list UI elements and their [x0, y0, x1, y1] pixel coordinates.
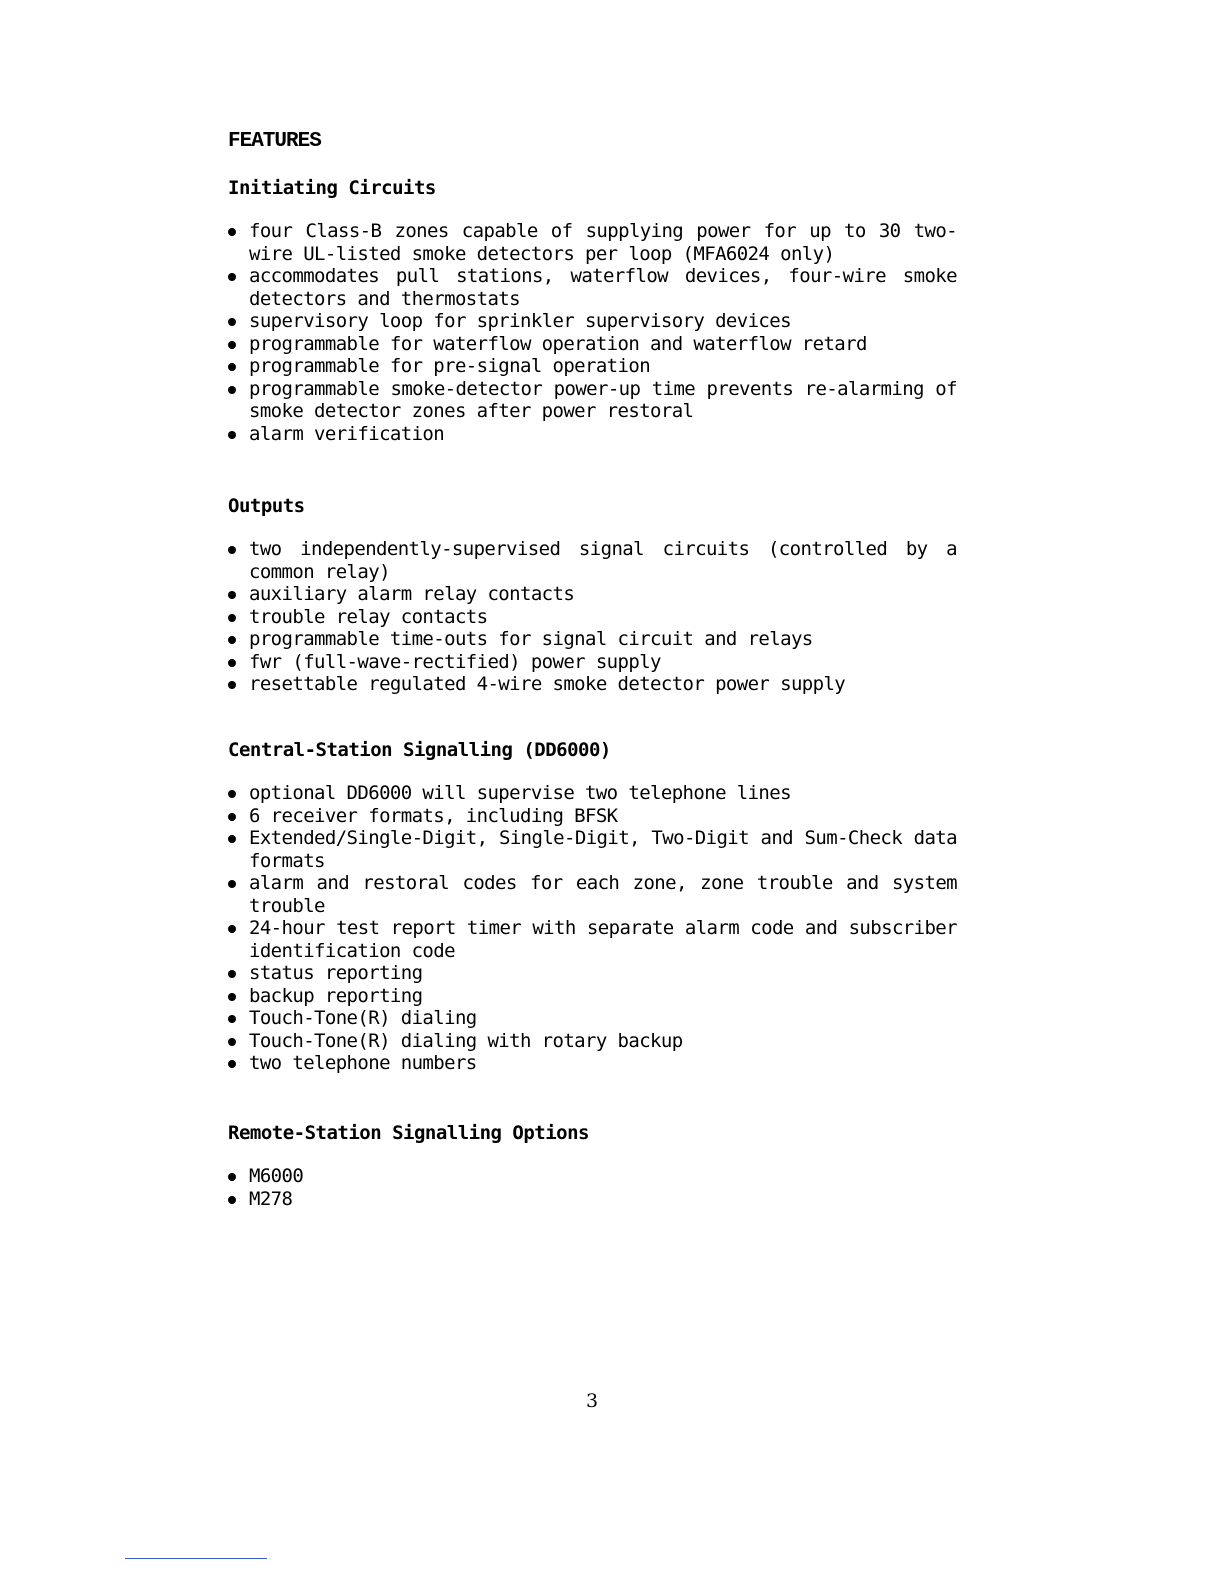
list-item: programmable smoke-detector power-up time prevents re-alarming of smoke detector zones after power restoral [228, 378, 957, 423]
bullet-icon [228, 993, 236, 1001]
list-item: 6 receiver formats, including BFSK [228, 805, 957, 828]
list-item: accommodates pull stations, waterflow devices, four-wire smoke detectors and thermostats [228, 265, 957, 310]
list-item: four Class-B zones capable of supplying power for up to 30 two-wire UL-listed smoke detectors per loop (MFA6024 only) [228, 220, 957, 265]
bullet-icon [228, 813, 236, 821]
bullet-icon [228, 363, 236, 371]
list-item: 24-hour test report timer with separate alarm code and subscriber identification code [228, 917, 957, 962]
list-item: M278 [228, 1188, 957, 1211]
bullet-icon [228, 1173, 236, 1181]
list-item: Extended/Single-Digit, Single-Digit, Two-Digit and Sum-Check data formats [228, 827, 957, 872]
page-number: 3 [586, 1390, 599, 1412]
list-item: Touch-Tone(R) dialing [228, 1007, 957, 1030]
list-item: alarm and restoral codes for each zone, zone trouble and system trouble [228, 872, 957, 917]
section-remote-station-signalling [228, 1121, 988, 1210]
list-item: optional DD6000 will supervise two telephone lines [228, 782, 957, 805]
footer-rule [125, 1558, 267, 1559]
bullet-icon [228, 636, 236, 644]
bullet-icon [228, 386, 236, 394]
bullet-icon [228, 659, 236, 667]
bullet-icon [228, 1196, 236, 1204]
bullet-icon [228, 614, 236, 622]
list-item: trouble relay contacts [228, 606, 957, 629]
section-heading: Initiating Circuits [228, 177, 436, 199]
bullet-icon [228, 790, 236, 798]
bullet-icon [228, 1060, 236, 1068]
list-item: programmable for pre-signal operation [228, 355, 957, 378]
list-item: Touch-Tone(R) dialing with rotary backup [228, 1030, 957, 1053]
bullet-icon [228, 1038, 236, 1046]
bullet-icon [228, 318, 236, 326]
bullet-icon [228, 681, 236, 689]
bullet-list [228, 220, 988, 445]
section-heading: Outputs [228, 495, 305, 517]
list-item: fwr (full-wave-rectified) power supply [228, 651, 957, 674]
list-item: alarm verification [228, 423, 957, 446]
list-item: backup reporting [228, 985, 957, 1008]
section-initiating-circuits [228, 176, 988, 445]
list-item: two independently-supervised signal circuits (controlled by a common relay) [228, 538, 957, 583]
list-item: status reporting [228, 962, 957, 985]
page-title: FEATURES [228, 130, 321, 153]
list-item: programmable time-outs for signal circuit and relays [228, 628, 957, 651]
bullet-icon [228, 880, 236, 888]
bullet-icon [228, 431, 236, 439]
list-item: programmable for waterflow operation and waterflow retard [228, 333, 957, 356]
list-item: auxiliary alarm relay contacts [228, 583, 957, 606]
bullet-icon [228, 1015, 236, 1023]
section-heading: Central-Station Signalling (DD6000) [228, 739, 611, 761]
bullet-icon [228, 273, 236, 281]
section-heading: Remote-Station Signalling Options [228, 1122, 589, 1144]
list-item: supervisory loop for sprinkler supervisory devices [228, 310, 957, 333]
section-outputs [228, 494, 988, 696]
bullet-icon [228, 228, 236, 236]
bullet-icon [228, 835, 236, 843]
bullet-icon [228, 591, 236, 599]
list-item: two telephone numbers [228, 1052, 957, 1075]
bullet-list [228, 538, 988, 696]
bullet-list [228, 782, 988, 1075]
section-central-station-signalling [228, 738, 988, 1075]
bullet-icon [228, 546, 236, 554]
bullet-list [228, 1165, 988, 1210]
bullet-icon [228, 925, 236, 933]
list-item: M6000 [228, 1165, 957, 1188]
list-item: resettable regulated 4-wire smoke detector power supply [228, 673, 957, 696]
bullet-icon [228, 341, 236, 349]
bullet-icon [228, 970, 236, 978]
